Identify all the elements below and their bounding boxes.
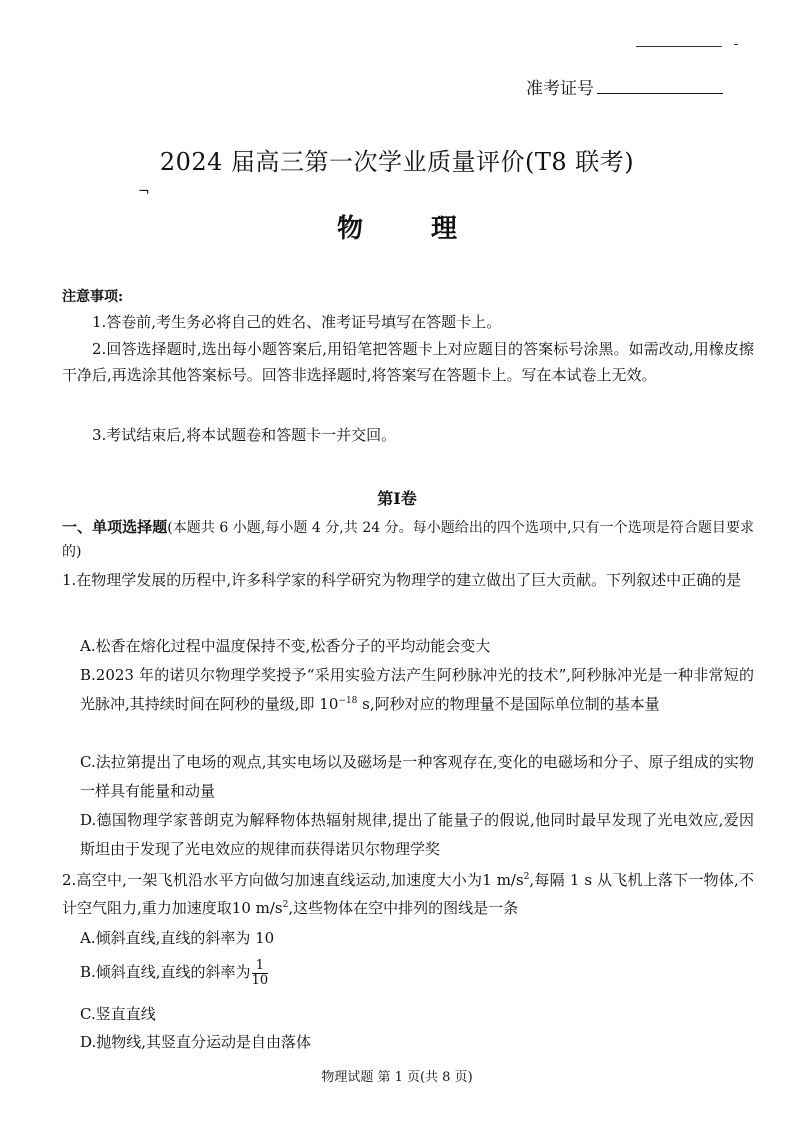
notice-item-1: 1.答卷前,考生务必将自己的姓名、准考证号填写在答题卡上。 xyxy=(92,313,502,331)
question-1-option-b: B.2023 年的诺贝尔物理学奖授予“采用实验方法产生阿秒脉冲光的技术”,阿秒脉冲光是一种非常短的光脉冲,其持续时间在阿秒的量级,即 $10^{-18}$ s,阿秒对应的物理量不是国际单位制的基本量 xyxy=(80,666,754,713)
top-rule xyxy=(636,46,722,47)
question-2-option-a: A.倾斜直线,直线的斜率为 10 xyxy=(80,929,275,947)
question-1-option-d: D.德国物理学家普朗克为解释物体热辐射规律,提出了能量子的假说,他同时最早发现了光电效应,爱因斯坦由于发现了光电效应的规律而获得诺贝尔物理学奖 xyxy=(80,811,754,858)
exam-id-label: 准考证号 xyxy=(526,79,594,99)
section-note: (本题共 6 小题,每小题 4 分,共 24 分。每小题给出的四个选项中,只有一个选项是符合题目要求的) xyxy=(62,520,754,560)
part-title: 第Ⅰ卷 xyxy=(377,489,417,508)
question-1-option-c: C.法拉第提出了电场的观点,其实电场以及磁场是一种客观存在,变化的电磁场和分子、原子组成的实物一样具有能量和动量 xyxy=(80,753,754,800)
page-footer: 物理试题 第 1 页(共 8 页) xyxy=(321,1070,473,1085)
question-2-option-c: C.竖直直线 xyxy=(80,1005,156,1023)
top-rule-mark xyxy=(734,44,738,45)
question-2-option-b: B.倾斜直线,直线的斜率为 $\frac{1}{10}$ xyxy=(80,957,269,988)
question-2-stem: 2.高空中,一架飞机沿水平方向做匀加速直线运动,加速度大小为1 $m/s^2$,每隔 1 s 从飞机上落下一物体,不计空气阻力,重力加速度取10 $m/s^2$,这些物体在空中排列的图线是一条 xyxy=(62,871,754,917)
exam-title: 2024 届高三第一次学业质量评价(T8 联考) xyxy=(159,148,635,176)
section-heading: 一、单项选择题 xyxy=(62,518,168,536)
question-2-option-d: D.抛物线,其竖直分运动是自由落体 xyxy=(80,1033,312,1051)
fraction-one-tenth: $\frac{1}{10}$ xyxy=(251,957,269,988)
notice-item-3: 3.考试结束后,将本试题卷和答题卡一并交回。 xyxy=(92,426,397,444)
subject-title xyxy=(0,208,794,245)
section-header xyxy=(62,515,754,564)
notice-item-2: 2.回答选择题时,选出每小题答案后,用铅笔把答题卡上对应题目的答案标号涂黑。如需改动,用橡皮擦干净后,再选涂其他答案标号。回答非选择题时,将答案写在答题卡上。写在本试卷上无效。 xyxy=(62,340,754,384)
question-1-stem: 1.在物理学发展的历程中,许多科学家的科学研究为物理学的建立做出了巨大贡献。下列叙述中正确的是 xyxy=(62,571,742,589)
exam-id-blank xyxy=(597,77,723,94)
subject-char-2: 理 xyxy=(430,214,457,244)
notice-heading: 注意事项: xyxy=(62,289,124,305)
question-1-option-a: A.松香在熔化过程中温度保持不变,松香分子的平均动能会变大 xyxy=(80,637,491,655)
corner-mark: ¬ xyxy=(138,184,150,200)
subject-char-1: 物 xyxy=(336,214,363,244)
exam-id-field xyxy=(526,74,723,99)
